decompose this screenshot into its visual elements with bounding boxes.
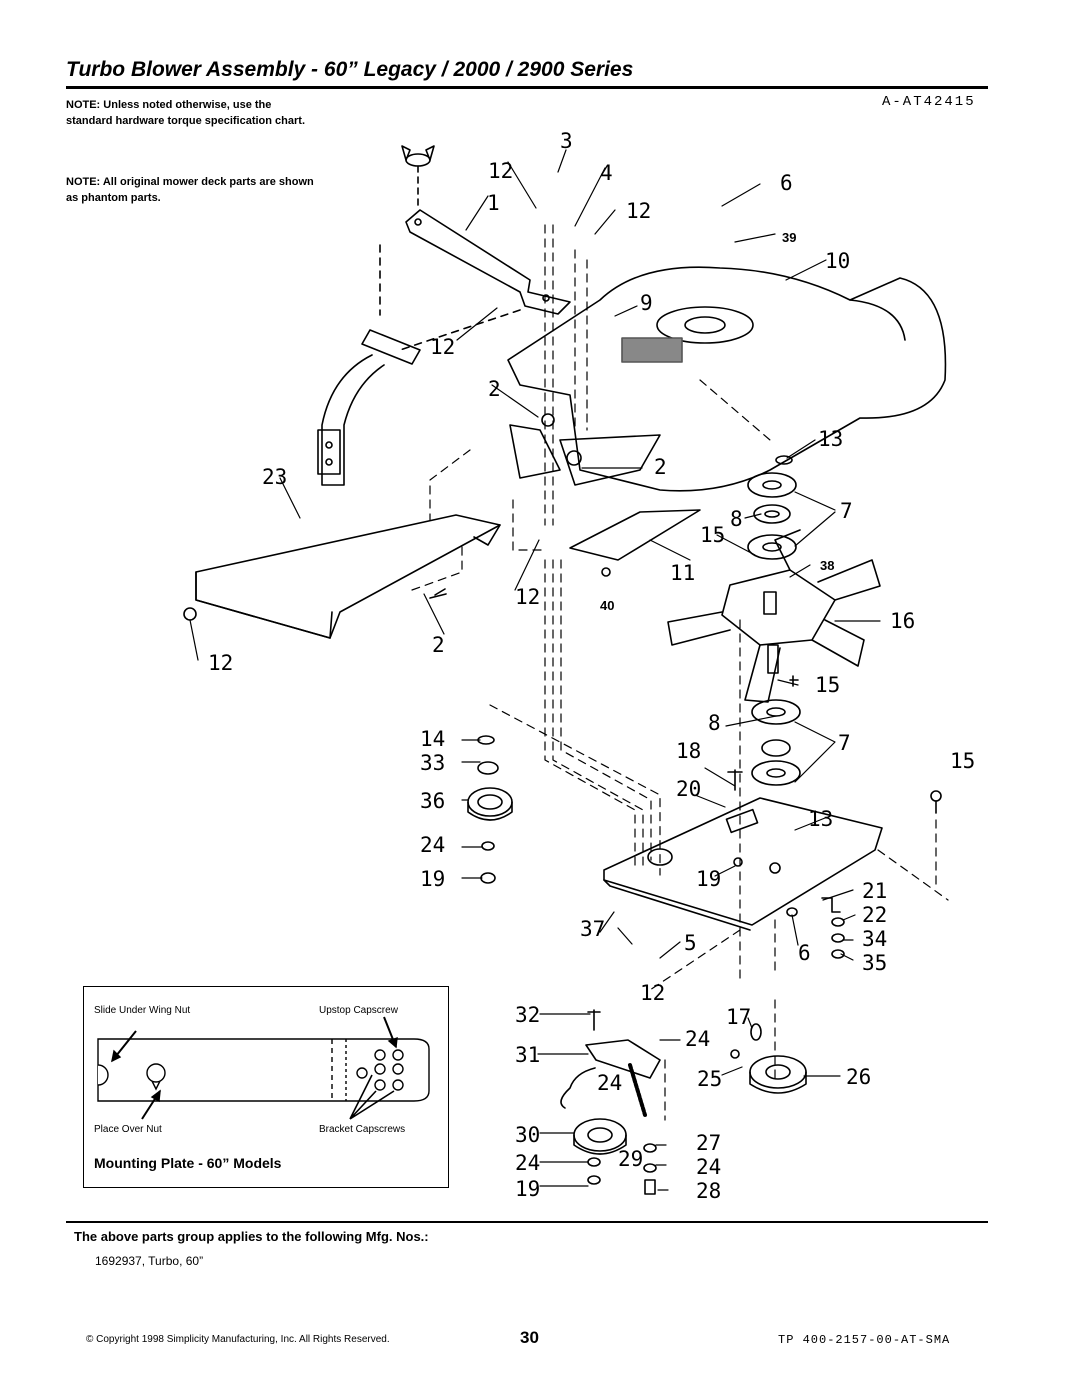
drawing-id: A-AT42415: [882, 94, 976, 110]
callout-36: 36: [420, 789, 446, 813]
callout-23: 23: [262, 465, 288, 489]
callout-12: 12: [430, 335, 456, 359]
page-title: Turbo Blower Assembly - 60” Legacy / 2000 / 2900 Series: [66, 58, 634, 81]
callout-4: 4: [600, 161, 613, 185]
callout-14: 14: [420, 727, 446, 751]
slide-under-label: Slide Under Wing Nut: [94, 1005, 191, 1016]
callout-39: 39: [782, 230, 797, 245]
bracket-part: [380, 210, 570, 350]
tensioner-assembly-part: [561, 1010, 660, 1194]
callout-27: 27: [696, 1131, 722, 1155]
callout-12: 12: [515, 585, 541, 609]
callout-13: 13: [808, 807, 834, 831]
callout-6: 6: [798, 941, 811, 965]
mounting-plate-drawing: [84, 987, 448, 1157]
callout-18: 18: [676, 739, 702, 763]
callout-34: 34: [862, 927, 888, 951]
callout-25: 25: [697, 1067, 723, 1091]
callout-24: 24: [515, 1151, 541, 1175]
callout-2: 2: [654, 455, 667, 479]
document-number: TP 400-2157-00-AT-SMA: [778, 1333, 951, 1347]
impeller-stack-part: [748, 456, 796, 559]
callout-19: 19: [696, 867, 722, 891]
callout-15: 15: [815, 673, 841, 697]
upstop-capscrew-label: Upstop Capscrew: [319, 1005, 398, 1016]
callout-15: 15: [700, 523, 726, 547]
phantom-parts-note: NOTE: All original mower deck parts are shown as phantom parts.: [66, 176, 314, 204]
callout-35: 35: [862, 951, 888, 975]
callout-29: 29: [618, 1147, 644, 1171]
lower-bearing-part: [728, 676, 800, 790]
callout-20: 20: [676, 777, 702, 801]
impeller-part: [668, 530, 880, 702]
mfg-numbers: 1692937, Turbo, 60”: [95, 1254, 204, 1268]
callout-9: 9: [640, 291, 653, 315]
wing-nut-part: [402, 146, 434, 206]
callout-3: 3: [560, 129, 573, 153]
callout-15: 15: [950, 749, 976, 773]
hose-connector-part: [318, 330, 420, 485]
callout-21: 21: [862, 879, 888, 903]
callout-24: 24: [696, 1155, 722, 1179]
callout-37: 37: [580, 917, 606, 941]
callout-19: 19: [515, 1177, 541, 1201]
page-number: 30: [520, 1328, 539, 1347]
callout-30: 30: [515, 1123, 541, 1147]
place-over-nut-label: Place Over Nut: [94, 1124, 162, 1135]
callout-28: 28: [696, 1179, 722, 1203]
callout-2: 2: [432, 633, 445, 657]
callout-12: 12: [640, 981, 666, 1005]
small-callout-labels: [600, 230, 834, 613]
callout-11: 11: [670, 561, 696, 585]
callout-33: 33: [420, 751, 446, 775]
callout-8: 8: [730, 507, 743, 531]
callout-16: 16: [890, 609, 916, 633]
callout-7: 7: [840, 499, 853, 523]
callout-24: 24: [685, 1027, 711, 1051]
callout-10: 10: [825, 249, 851, 273]
bracket-capscrews-label: Bracket Capscrews: [319, 1124, 406, 1135]
callout-12: 12: [626, 199, 652, 223]
discharge-chute-part: [184, 515, 500, 638]
callout-24: 24: [420, 833, 446, 857]
blower-housing-part: [508, 267, 945, 491]
footer-rule: [66, 1221, 988, 1223]
callout-17: 17: [726, 1005, 752, 1029]
callout-24: 24: [597, 1071, 623, 1095]
callout-12: 12: [208, 651, 234, 675]
callout-1: 1: [487, 191, 500, 215]
callout-26: 26: [846, 1065, 872, 1089]
callout-38: 38: [820, 558, 835, 573]
deflector-bracket-part: [510, 414, 660, 485]
applies-statement: The above parts group applies to the following Mfg. Nos.:: [74, 1229, 429, 1244]
callout-12: 12: [488, 159, 514, 183]
callout-13: 13: [818, 427, 844, 451]
base-plate-part: [604, 798, 882, 930]
torque-note: NOTE: Unless noted otherwise, use the standard hardware torque specification chart.: [66, 99, 306, 127]
callout-6: 6: [780, 171, 793, 195]
callout-22: 22: [862, 903, 888, 927]
pulley-stack-left: [468, 736, 512, 883]
callout-31: 31: [515, 1043, 541, 1067]
inset-title: Mounting Plate - 60” Models: [94, 1155, 282, 1171]
callout-32: 32: [515, 1003, 541, 1027]
copyright: © Copyright 1998 Simplicity Manufacturing, Inc. All Rights Reserved.: [86, 1334, 390, 1345]
callout-19: 19: [420, 867, 446, 891]
right-pulley-part: [731, 1024, 806, 1093]
callout-40: 40: [600, 598, 615, 613]
callout-7: 7: [838, 731, 851, 755]
callout-8: 8: [708, 711, 721, 735]
callout-2: 2: [488, 377, 501, 401]
callout-5: 5: [684, 931, 697, 955]
mounting-plate-inset: [83, 986, 449, 1188]
